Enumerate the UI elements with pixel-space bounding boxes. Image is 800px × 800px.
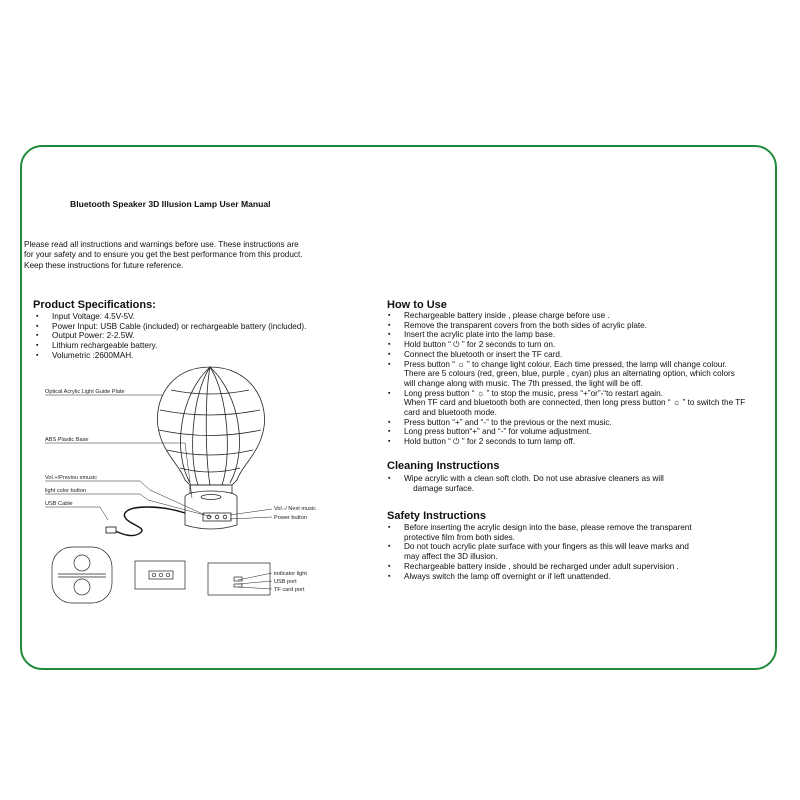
bulb-plate-drawing — [157, 367, 264, 500]
how-to-item — [384, 330, 745, 340]
item-line: ▪ Do not touch acrylic plate surface with your fingers as this will leave marks and — [404, 542, 689, 552]
label-vol-next: Vol.-/ Next music — [274, 506, 316, 512]
how-to-item — [384, 437, 745, 447]
item-line: may affect the 3D illusion. — [404, 552, 498, 562]
manual-title: Bluetooth Speaker 3D Illusion Lamp User Manual — [70, 199, 271, 209]
item-line: ▪ Remove the transparent covers from the both sides of acrylic plate. — [404, 320, 648, 330]
spec-item: ▪ Lithium rechargeable battery. — [32, 341, 306, 351]
base-button-view — [135, 561, 185, 589]
item-line: ▪ Wipe acrylic with a clean soft cloth. Do not use abrasive cleaners as will — [404, 474, 664, 483]
label-plate: Optical Acrylic Light Guide Plate — [45, 389, 125, 395]
item-line: ▪ Rechargeable battery inside , should be recharged under adult supervision . — [404, 561, 679, 571]
item-line: ▪ Always switch the lamp off overnight or if left unattended. — [404, 571, 611, 581]
safety-item — [384, 562, 692, 572]
intro-paragraph — [24, 240, 324, 271]
item-line: card and bluetooth mode. — [404, 408, 497, 418]
spec-item: ▪ Input Voltage: 4.5V-5V. — [32, 312, 306, 322]
label-tf-port: TF card port — [274, 587, 305, 593]
how-to-use-heading: How to Use — [387, 299, 447, 311]
label-usb-cable: USB Cable — [45, 501, 73, 507]
item-line: ▪ Hold button “ ⏻ ” for 2 seconds to turn on. — [404, 340, 556, 350]
safety-list — [384, 523, 692, 581]
item-line: protective film from both sides. — [404, 532, 516, 542]
item-line: ▪ Insert the acrylic plate into the lamp base. — [404, 330, 556, 340]
how-to-item — [384, 427, 745, 437]
cleaning-heading: Cleaning Instructions — [387, 460, 500, 472]
label-power-button: Power button — [274, 515, 307, 521]
specs-heading: Product Specifications: — [33, 299, 156, 311]
base-top-view — [52, 547, 112, 603]
safety-item — [384, 523, 692, 542]
safety-heading: Safety Instructions — [387, 510, 487, 522]
item-line: ▪ Hold button “ ⏻ ” for 2 seconds to turn lamp off. — [404, 437, 576, 447]
item-line: ▪ Long press button“+” and “-” for volume adjustment. — [404, 427, 592, 437]
item-line: damage surface. — [404, 483, 475, 493]
cleaning-list — [384, 474, 664, 493]
how-to-use-list — [384, 311, 745, 447]
safety-item — [384, 542, 692, 561]
item-line: will change along with music. The 7th pressed, the light will be off. — [404, 378, 643, 388]
how-to-item — [384, 350, 745, 360]
label-light-button: light color button — [45, 488, 87, 494]
how-to-item — [384, 360, 745, 389]
base-port-view — [208, 563, 270, 595]
item-line: There are 5 colours (red, green, blue, purple , cyan) plus an alternating option, which colors — [404, 369, 735, 379]
item-line: ▪ Long press button “ ☼ ” to stop the music, press “+”or”-“to restart again. — [404, 388, 663, 398]
item-line: ▪ Connect the bluetooth or insert the TF card. — [404, 349, 563, 359]
intro-line: for your safety and to ensure you get the best performance from this product. — [24, 250, 303, 260]
spec-item: ▪ Output Power: 2-2.5W. — [32, 331, 306, 341]
how-to-item — [384, 321, 745, 331]
label-base: ABS Plastic Base — [45, 437, 89, 443]
label-usb-port: USB port — [274, 579, 297, 585]
intro-line: Please read all instructions and warnings before use. These instructions are — [24, 240, 299, 249]
spec-item: ▪ Power Input: USB Cable (included) or rechargeable battery (included). — [32, 322, 306, 332]
how-to-item — [384, 340, 745, 350]
intro-line: Keep these instructions for future reference. — [24, 260, 184, 270]
lamp-base-drawing — [185, 491, 237, 529]
how-to-item — [384, 418, 745, 428]
lamp-diagram — [40, 355, 340, 615]
how-to-item — [384, 311, 745, 321]
item-line: ▪ Press button “+” and “-” to the previous or the next music. — [404, 417, 612, 427]
item-line: ▪ Press button “ ☼ ” to change light colour. Each time pressed, the lamp will change colour. — [404, 359, 727, 369]
label-vol-prev: Vol.+/Previou smusic — [45, 475, 98, 481]
cleaning-item — [384, 474, 664, 493]
item-line: ▪ Rechargeable battery inside , please charge before use . — [404, 311, 610, 320]
usb-cable-drawing — [115, 507, 185, 536]
specs-list — [32, 312, 306, 361]
how-to-item — [384, 389, 745, 418]
usb-plug-drawing — [106, 527, 116, 533]
safety-item — [384, 572, 692, 582]
spec-item: ▪ Volumetric :2600MAH. — [32, 351, 306, 361]
item-line: When TF card and bluetooth both are connected, then long press button “ ☼ ” to switch the TF — [404, 398, 746, 408]
label-indicator-light: indicator light — [274, 571, 307, 577]
item-line: ▪ Before inserting the acrylic design into the base, please remove the transparent — [404, 523, 692, 532]
